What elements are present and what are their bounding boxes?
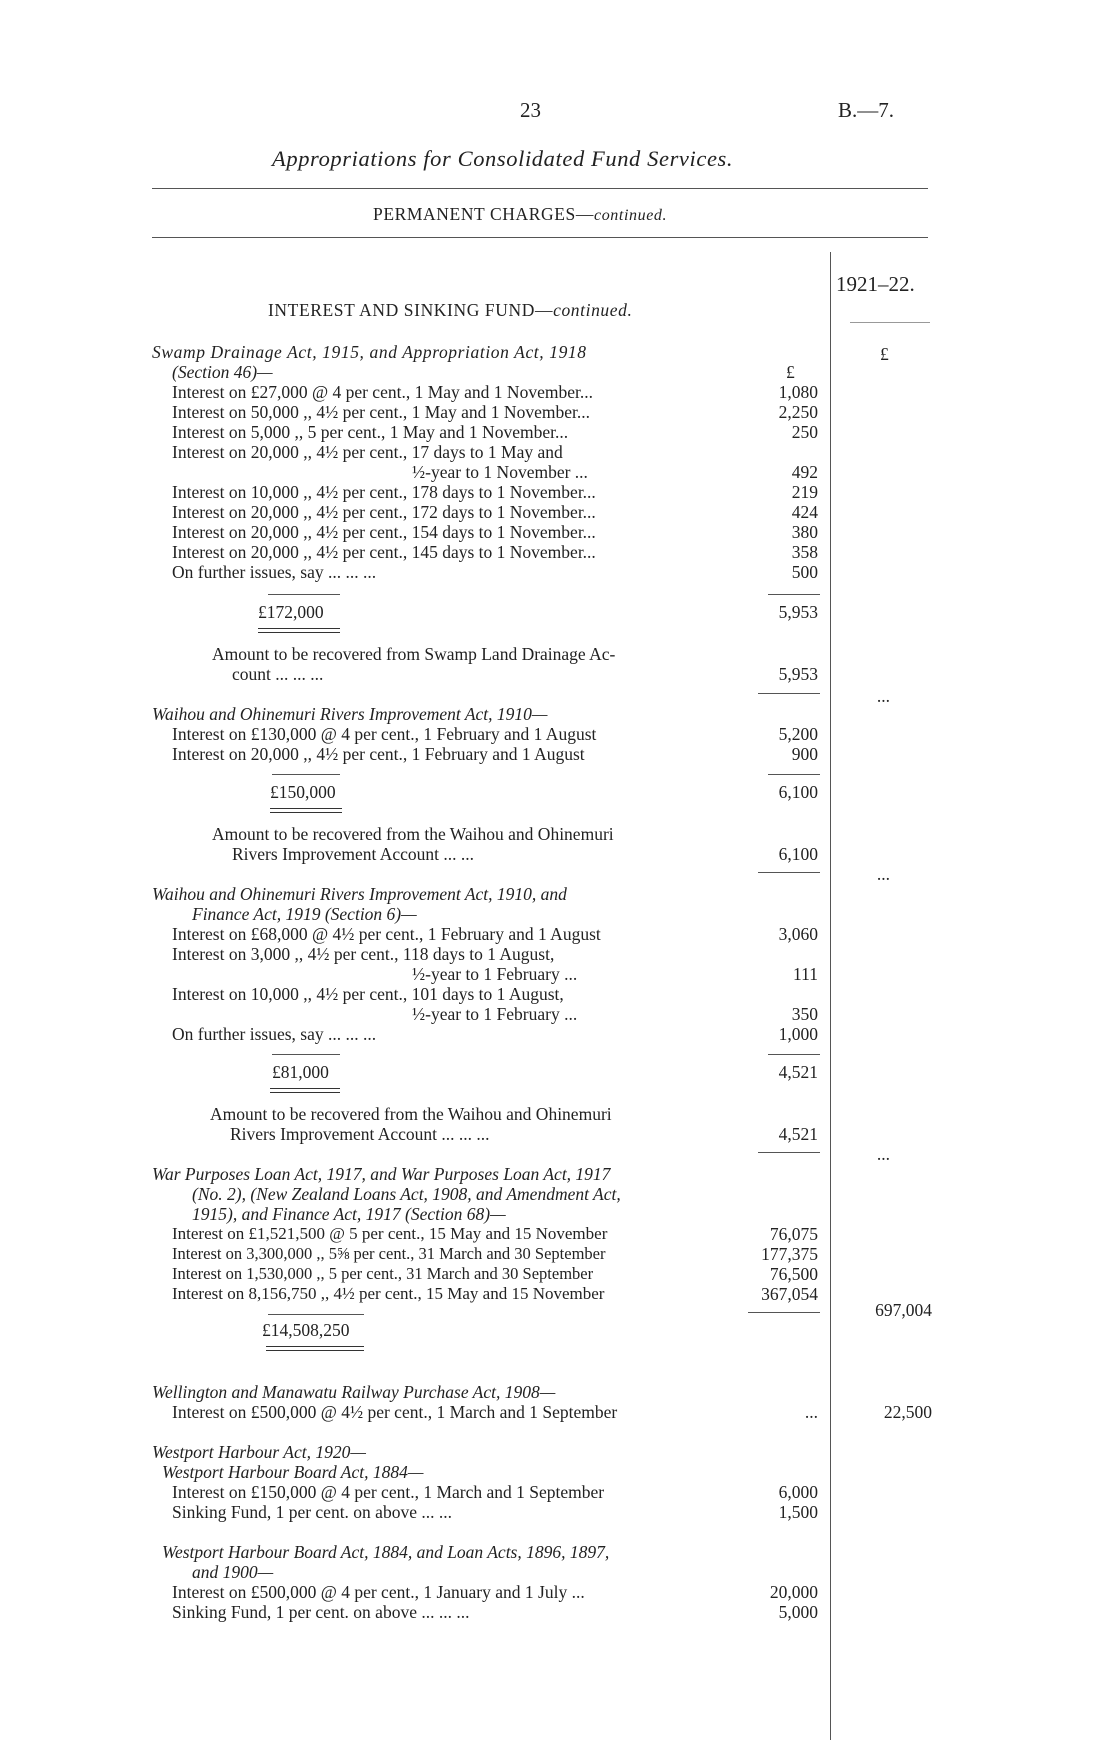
waihou2-recover-1: Amount to be recovered from the Waihou and Ohinemuri xyxy=(210,1104,612,1124)
waihou2-principal: £81,000 xyxy=(272,1062,329,1082)
swamp-row-amount: 358 xyxy=(791,542,818,562)
waihou2-heading-1: Waihou and Ohinemuri Rivers Improvement Act, 1910, and xyxy=(152,884,567,904)
waihou1-row-amount: 900 xyxy=(791,744,818,764)
waihou2-col2: ... xyxy=(876,1144,890,1164)
westport2-row: Interest on £500,000 @ 4 per cent., 1 January and 1 July ... xyxy=(172,1582,585,1602)
swamp-row: Interest on 50,000 ,, 4½ per cent., 1 May and 1 November... xyxy=(172,402,590,422)
westport2-heading-2: and 1900— xyxy=(192,1562,274,1582)
war-total-rule xyxy=(748,1312,820,1313)
war-row: Interest on £1,521,500 @ 5 per cent., 15 May and 15 November xyxy=(172,1224,608,1243)
waihou1-col2: ... xyxy=(876,864,890,884)
swamp-row: Interest on 20,000 ,, 4½ per cent., 154 days to 1 November... xyxy=(172,522,596,542)
section-heading xyxy=(268,300,632,321)
waihou2-total: 4,521 xyxy=(778,1062,818,1082)
waihou2-heading-2: Finance Act, 1919 (Section 6)— xyxy=(192,904,417,924)
wellington-col2: 22,500 xyxy=(883,1402,932,1422)
page-title: Appropriations for Consolidated Fund Services. xyxy=(272,146,734,171)
subtitle-rule xyxy=(152,237,928,238)
waihou2-row-amount: 350 xyxy=(791,1004,818,1024)
waihou1-principal: £150,000 xyxy=(270,782,336,802)
year-column-header: 1921–22. xyxy=(836,272,915,296)
wellington-row-amount: ... xyxy=(804,1402,818,1422)
war-row-amount: 76,500 xyxy=(769,1264,818,1284)
page-number: 23 xyxy=(520,98,541,122)
war-heading-3: 1915), and Finance Act, 1917 (Section 68)— xyxy=(192,1204,506,1224)
swamp-row-amount: 380 xyxy=(791,522,818,542)
wellington-heading: Wellington and Manawatu Railway Purchase Act, 1908— xyxy=(152,1382,556,1402)
currency-symbol-col2: £ xyxy=(880,344,889,364)
section-heading-continued: continued. xyxy=(553,300,633,320)
swamp-recover-1: Amount to be recovered from Swamp Land Drainage Ac- xyxy=(212,644,616,664)
swamp-row-amount: 424 xyxy=(791,502,818,522)
war-heading-2: (No. 2), (New Zealand Loans Act, 1908, and Amendment Act, xyxy=(192,1184,621,1204)
swamp-row: Interest on 20,000 ,, 4½ per cent., 172 days to 1 November... xyxy=(172,502,596,522)
waihou2-row: On further issues, say ... ... ... xyxy=(172,1024,377,1044)
waihou1-recover-amount: 6,100 xyxy=(778,844,818,864)
swamp-row: Interest on 10,000 ,, 4½ per cent., 178 days to 1 November... xyxy=(172,482,596,502)
waihou2-row-amount: 111 xyxy=(793,964,818,984)
war-row: Interest on 3,300,000 ,, 5⅝ per cent., 31 March and 30 September xyxy=(172,1244,606,1263)
swamp-principal: £172,000 xyxy=(258,602,324,622)
title-rule xyxy=(152,188,928,189)
waihou2-row: Interest on 3,000 ,, 4½ per cent., 118 days to 1 August, xyxy=(172,944,555,964)
subtitle-continued: continued. xyxy=(594,207,668,224)
swamp-row: Interest on 5,000 ,, 5 per cent., 1 May and 1 November... xyxy=(172,422,569,442)
war-row-amount: 177,375 xyxy=(761,1244,818,1264)
waihou1-row: Interest on 20,000 ,, 4½ per cent., 1 February and 1 August xyxy=(172,744,585,764)
swamp-row-amount: 1,080 xyxy=(778,382,818,402)
waihou2-row-continued: ½-year to 1 February ... xyxy=(412,964,578,984)
waihou2-row: Interest on £68,000 @ 4½ per cent., 1 February and 1 August xyxy=(172,924,601,944)
westport1-row-amount: 1,500 xyxy=(778,1502,818,1522)
waihou1-total: 6,100 xyxy=(778,782,818,802)
swamp-row-amount: 500 xyxy=(791,562,818,582)
war-row: Interest on 8,156,750 ,, 4½ per cent., 15 May and 15 November xyxy=(172,1284,605,1303)
section-heading-main: INTEREST AND SINKING FUND— xyxy=(268,300,554,320)
waihou2-row-continued: ½-year to 1 February ... xyxy=(412,1004,578,1024)
swamp-row-amount: 2,250 xyxy=(778,402,818,422)
swamp-row-continued: ½-year to 1 November ... xyxy=(412,462,588,482)
war-heading-1: War Purposes Loan Act, 1917, and War Purposes Loan Act, 1917 xyxy=(152,1164,611,1184)
waihou2-row-amount: 3,060 xyxy=(778,924,818,944)
year-header-rule xyxy=(850,322,930,323)
westport1-row: Sinking Fund, 1 per cent. on above ... ... xyxy=(172,1502,452,1522)
waihou2-row: Interest on 10,000 ,, 4½ per cent., 101 days to 1 August, xyxy=(172,984,564,1004)
westport2-row: Sinking Fund, 1 per cent. on above ... ... ... xyxy=(172,1602,470,1622)
westport2-row-amount: 20,000 xyxy=(769,1582,818,1602)
swamp-total-rule xyxy=(768,594,820,595)
war-row-amount: 367,054 xyxy=(761,1284,818,1304)
swamp-row: Interest on 20,000 ,, 4½ per cent., 145 days to 1 November... xyxy=(172,542,596,562)
swamp-row-amount: 219 xyxy=(791,482,818,502)
waihou1-total-rule xyxy=(768,774,820,775)
waihou1-heading: Waihou and Ohinemuri Rivers Improvement Act, 1910— xyxy=(152,704,548,724)
waihou1-row: Interest on £130,000 @ 4 per cent., 1 February and 1 August xyxy=(172,724,597,744)
swamp-principal-rule xyxy=(268,594,340,595)
war-row-amount: 76,075 xyxy=(769,1224,818,1244)
waihou1-recover-1: Amount to be recovered from the Waihou and Ohinemuri xyxy=(212,824,614,844)
war-col2: 697,004 xyxy=(875,1300,932,1320)
war-principal-rule xyxy=(268,1314,364,1315)
waihou2-principal-double-rule xyxy=(270,1088,340,1093)
waihou1-principal-rule xyxy=(272,774,340,775)
waihou2-total-rule xyxy=(768,1054,820,1055)
westport1-row-amount: 6,000 xyxy=(778,1482,818,1502)
swamp-principal-double-rule xyxy=(258,628,340,633)
swamp-heading-1: Swamp Drainage Act, 1915, and Appropriation Act, 1918 xyxy=(152,342,587,362)
swamp-recover-2: count ... ... ... xyxy=(232,664,324,684)
column-divider-lower xyxy=(830,1365,831,1740)
document-reference: B.—7. xyxy=(838,98,895,122)
wellington-row: Interest on £500,000 @ 4½ per cent., 1 March and 1 September xyxy=(172,1402,618,1422)
swamp-total: 5,953 xyxy=(778,602,818,622)
waihou1-recover-2: Rivers Improvement Account ... ... xyxy=(232,844,475,864)
war-principal: £14,508,250 xyxy=(262,1320,350,1340)
westport1-row: Interest on £150,000 @ 4 per cent., 1 March and 1 September xyxy=(172,1482,605,1502)
swamp-recover-amount: 5,953 xyxy=(778,664,818,684)
page-subtitle xyxy=(373,204,667,225)
waihou2-recover-amount: 4,521 xyxy=(778,1124,818,1144)
westport1-heading-2: Westport Harbour Board Act, 1884— xyxy=(162,1462,424,1482)
war-principal-double-rule xyxy=(266,1346,364,1351)
westport1-heading-1: Westport Harbour Act, 1920— xyxy=(152,1442,366,1462)
swamp-row-amount: 250 xyxy=(791,422,818,442)
subtitle-main: PERMANENT CHARGES— xyxy=(373,204,594,224)
waihou2-principal-rule xyxy=(272,1054,340,1055)
swamp-row: Interest on 20,000 ,, 4½ per cent., 17 days to 1 May and xyxy=(172,442,563,462)
swamp-col2: ... xyxy=(876,686,890,706)
swamp-row-amount: 492 xyxy=(791,462,818,482)
waihou2-row-amount: 1,000 xyxy=(778,1024,818,1044)
waihou1-principal-double-rule xyxy=(270,808,342,813)
westport2-heading-1: Westport Harbour Board Act, 1884, and Loan Acts, 1896, 1897, xyxy=(162,1542,610,1562)
war-row: Interest on 1,530,000 ,, 5 per cent., 31 March and 30 September xyxy=(172,1264,594,1283)
column-divider xyxy=(830,252,831,1527)
swamp-row: Interest on £27,000 @ 4 per cent., 1 May and 1 November... xyxy=(172,382,593,402)
waihou2-recover-2: Rivers Improvement Account ... ... ... xyxy=(230,1124,490,1144)
westport2-row-amount: 5,000 xyxy=(778,1602,818,1622)
waihou1-row-amount: 5,200 xyxy=(778,724,818,744)
swamp-row: On further issues, say ... ... ... xyxy=(172,562,377,582)
swamp-heading-2: (Section 46)— xyxy=(172,362,273,382)
currency-symbol-col1: £ xyxy=(786,362,795,382)
